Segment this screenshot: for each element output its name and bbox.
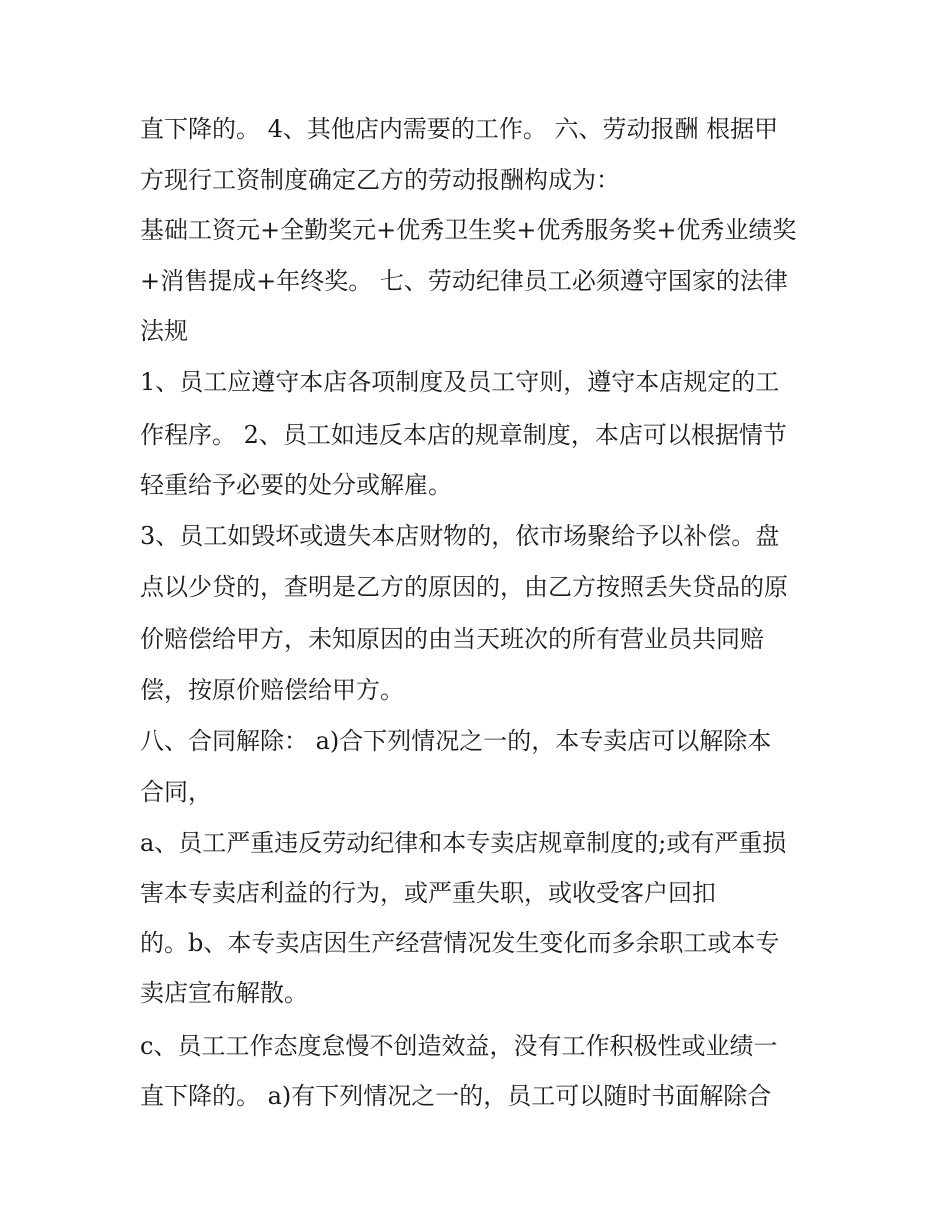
text-line: c、员工工作态度怠慢不创造效益，没有工作积极性或业绩一 <box>140 1032 778 1060</box>
text-line: 方现行工资制度确定乙方的劳动报酬构成为： <box>140 166 620 194</box>
text-line: +消售提成+年终奖。 七、劳动纪律员工必须遵守国家的法律 <box>140 267 788 295</box>
text-line: 1、员工应遵守本店各项制度及员工守则，遵守本店规定的工 <box>140 368 780 396</box>
text-line: 作程序。 2、员工如违反本店的规章制度，本店可以根据情节 <box>140 421 787 449</box>
text-line: 点以少贷的，查明是乙方的原因的，由乙方按照丢失贷品的原 <box>140 573 788 601</box>
text-line: 法规 <box>140 317 188 345</box>
text-line: 价赔偿给甲方，未知原因的由当天班次的所有营业员共同赔 <box>140 625 764 653</box>
text-line: 基础工资元+全勤奖元+优秀卫生奖+优秀服务奖+优秀业绩奖 <box>140 216 797 244</box>
text-line: a、员工严重违反劳动纪律和本专卖店规章制度的;或有严重损 <box>140 829 787 857</box>
text-line: 的。b、本专卖店因生产经营情况发生变化而多余职工或本专 <box>140 929 780 957</box>
text-line: 合同， <box>140 778 212 806</box>
text-line: 轻重给予必要的处分或解雇。 <box>140 471 452 499</box>
text-line: 害本专卖店利益的行为，或严重失职，或收受客户回扣 <box>140 879 716 907</box>
text-line: 直下降的。 a)有下列情况之一的，员工可以随时书面解除合 <box>140 1082 772 1110</box>
text-line: 卖店宣布解散。 <box>140 979 308 1007</box>
text-line: 3、员工如毁坏或遗失本店财物的，依市场聚给予以补偿。盘 <box>140 522 780 550</box>
text-line: 八、合同解除： a)合下列情况之一的，本专卖店可以解除本 <box>140 727 772 755</box>
text-line: 直下降的。 4、其他店内需要的工作。 六、劳动报酬 根据甲 <box>140 115 779 143</box>
text-line: 偿，按原价赔偿给甲方。 <box>140 676 404 704</box>
